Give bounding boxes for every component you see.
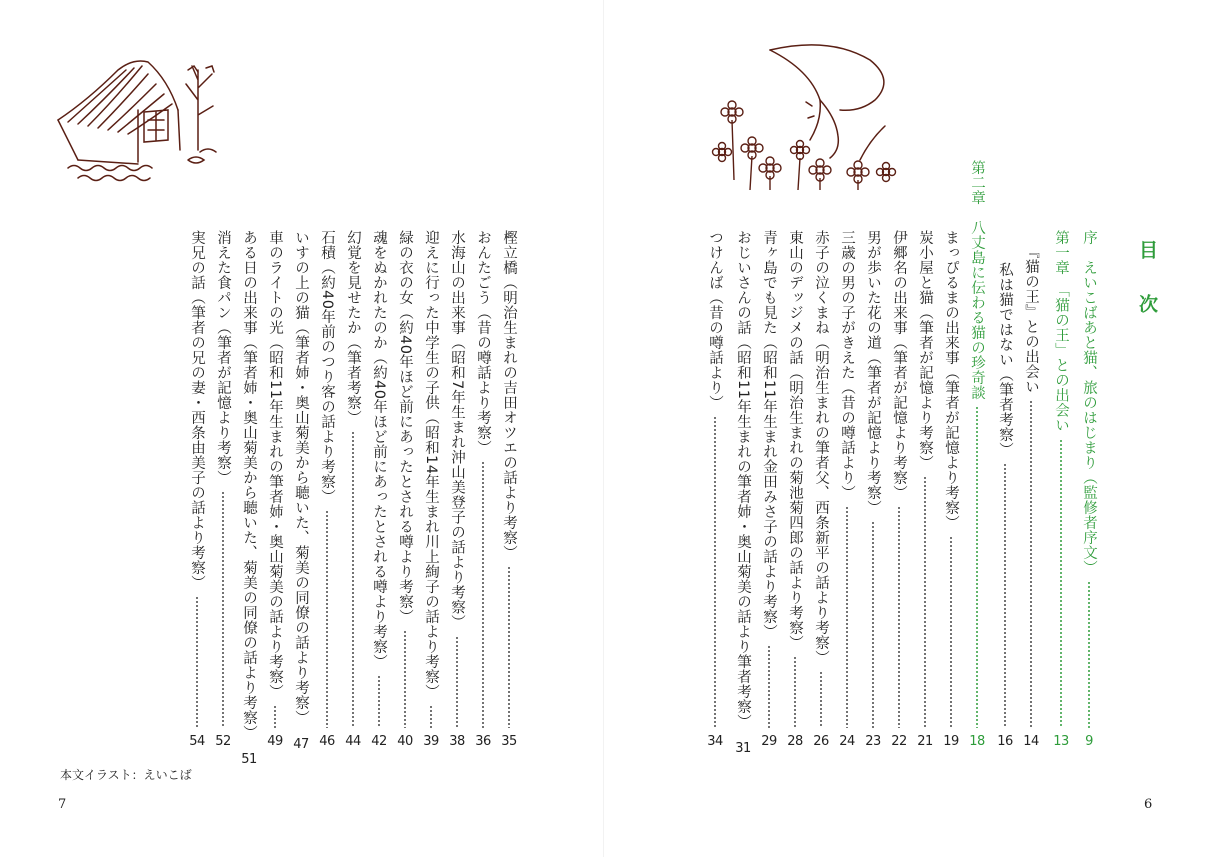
entry-page: 31 [735,741,751,757]
toc-entry[interactable] [938,230,964,750]
dot-leader [768,645,770,728]
entry-label: えいこばあと猫、旅のはじまり（監修者序文） [1081,260,1097,575]
dot-leader [352,431,354,728]
toc-entry[interactable] [782,230,808,750]
entry-page: 16 [997,734,1013,749]
dot-leader [326,510,328,728]
entry-page: 24 [839,734,855,749]
entry-page: 21 [917,734,933,749]
toc-entry[interactable] [392,230,418,750]
woman-with-hat-and-flowers-drawing [710,40,910,200]
toc-entry-chapter1[interactable] [1048,230,1074,750]
entry-page: 18 [969,734,985,749]
toc-entry[interactable] [236,230,262,767]
entry-label: 東山のデッジメの話（明治生まれの菊池菊四郎の話より考察） [787,230,803,650]
entry-page: 13 [1053,734,1069,749]
entry-label: 青ヶ島でも見た（昭和11年生まれ金田みさ子の話より考察） [761,230,777,640]
entry-page: 49 [267,734,283,749]
toc-entry[interactable] [886,230,912,750]
entry-page: 39 [423,734,439,749]
entry-label: 消えた食パン（筆者が記憶より考察） [215,230,231,485]
entry-prefix: 第二章 [969,160,985,205]
entry-page: 36 [475,734,491,749]
entry-page: 47 [293,737,309,752]
toc-entry-chapter2[interactable] [964,160,990,750]
gutter [603,0,604,857]
dot-leader [898,506,900,728]
entry-page: 44 [345,734,361,749]
entry-label: 実兄の話（筆者の兄の妻・西条由美子の話より考察） [189,230,205,590]
dot-leader [820,671,822,728]
entry-label: 車のライトの光（昭和11年生まれの筆者姉・奥山菊美の話より考察） [267,230,283,700]
toc-entry-preface[interactable] [1076,230,1102,750]
dot-leader [976,406,978,728]
dot-leader [222,491,224,728]
entry-label: 「猫の王」との出会い [1053,290,1069,433]
entry-page: 23 [865,734,881,749]
entry-page: 35 [501,734,517,749]
toc-entry[interactable] [470,230,496,750]
dot-leader [1030,400,1032,728]
toc-entry[interactable] [314,230,340,750]
entry-page: 42 [371,734,387,749]
toc-entry[interactable] [702,230,728,750]
entry-label: 私は猫ではない（筆者考察） [997,262,1013,457]
entry-page: 46 [319,734,335,749]
entry-label: おじいさんの話（昭和11年生まれの筆者姉・奥山菊美の話より筆者考察） [735,230,751,730]
dot-leader [1004,463,1006,728]
dot-leader [794,656,796,728]
dot-leader [430,705,432,728]
dot-leader [872,521,874,728]
entry-label: 水海山の出来事（昭和7年生まれ沖山美登子の話より考察） [449,230,465,630]
toc-entry[interactable] [1018,244,1044,750]
entry-label: 魂をぬかれたのか（約40年ほど前にあったとされる噂より考察） [371,230,387,670]
thatched-hut-drawing [48,40,248,200]
toc-entry[interactable] [444,230,470,750]
entry-page: 34 [707,734,723,749]
entry-label: 石積（約40年前のつり客の話より考察） [319,230,335,505]
dot-leader [714,416,716,728]
toc-entry[interactable] [496,230,522,750]
illustration-credit: 本文イラスト：えいこば [60,768,192,782]
entry-label: まっぴるまの出来事（筆者が記憶より考察） [943,230,959,530]
entry-prefix: 序 [1081,230,1097,245]
page-number-left: 7 [58,797,67,812]
toc-entry[interactable] [210,230,236,750]
toc-entry[interactable] [730,230,756,757]
toc-entry[interactable] [860,230,886,750]
entry-page: 52 [215,734,231,749]
toc-entry[interactable] [756,230,782,750]
toc-entry[interactable] [184,230,210,750]
dot-leader [1088,581,1090,728]
entry-label: 幻覚を見せたか（筆者考察） [345,230,361,425]
entry-label: つけんば（昔の噂話より） [707,230,723,410]
toc-entry[interactable] [366,230,392,750]
entry-label: 三歳の男の子がきえた（昔の噂話より） [839,230,855,500]
entry-page: 19 [943,734,959,749]
entry-label: 八丈島に伝わる猫の珍奇談 [969,220,985,400]
entry-page: 28 [787,734,803,749]
entry-label: 『猫の王』との出会い [1023,244,1039,394]
entry-page: 22 [891,734,907,749]
entry-label: 緑の衣の女（約40年ほど前にあったとされる噂より考察） [397,230,413,625]
dot-leader [950,536,952,728]
toc-entry[interactable] [834,230,860,750]
dot-leader [196,596,198,728]
entry-page: 14 [1023,734,1039,749]
dot-leader [1060,439,1062,728]
entry-page: 26 [813,734,829,749]
toc-title: 目 次 [1136,240,1158,327]
page-number-right: 6 [1144,797,1153,812]
entry-label: いすの上の猫（筆者姉・奥山菊美から聴いた、菊美の同僚の話より考察） [293,230,309,725]
dot-leader [274,705,276,728]
entry-label: 男が歩いた花の道（筆者が記憶より考察） [865,230,881,515]
dot-leader [404,630,406,728]
dot-leader [846,506,848,728]
entry-label: ある日の出来事（筆者姉・奥山菊美から聴いた、菊美の同僚の話より考察） [241,230,257,740]
dot-leader [482,461,484,728]
toc-entry[interactable] [418,230,444,750]
entry-page: 40 [397,734,413,749]
entry-page: 29 [761,734,777,749]
entry-label: 樫立橋（明治生まれの吉田オツエの話より考察） [501,230,517,560]
dot-leader [508,566,510,728]
toc-entry[interactable] [340,230,366,750]
entry-page: 51 [241,752,257,767]
entry-label: 赤子の泣くまね（明治生まれの筆者父、西条新平の話より考察） [813,230,829,665]
toc-entry[interactable] [992,262,1018,750]
toc-entry[interactable] [808,230,834,750]
toc-entry[interactable] [262,230,288,750]
entry-page: 54 [189,734,205,749]
dot-leader [456,636,458,728]
entry-page: 9 [1085,734,1093,749]
toc-entry[interactable] [288,230,314,750]
dot-leader [378,675,380,728]
entry-label: 炭小屋と猫（筆者が記憶より考察） [917,230,933,470]
entry-label: 伊郷名の出来事（筆者が記憶より考察） [891,230,907,500]
entry-label: おんたごう（昔の噂話より考察） [475,230,491,455]
entry-prefix: 第一章 [1053,230,1069,275]
dot-leader [924,476,926,728]
toc-entry[interactable] [912,230,938,750]
entry-label: 迎えに行った中学生の子供（昭和14年生まれ川上絢子の話より考察） [423,230,439,700]
entry-page: 38 [449,734,465,749]
